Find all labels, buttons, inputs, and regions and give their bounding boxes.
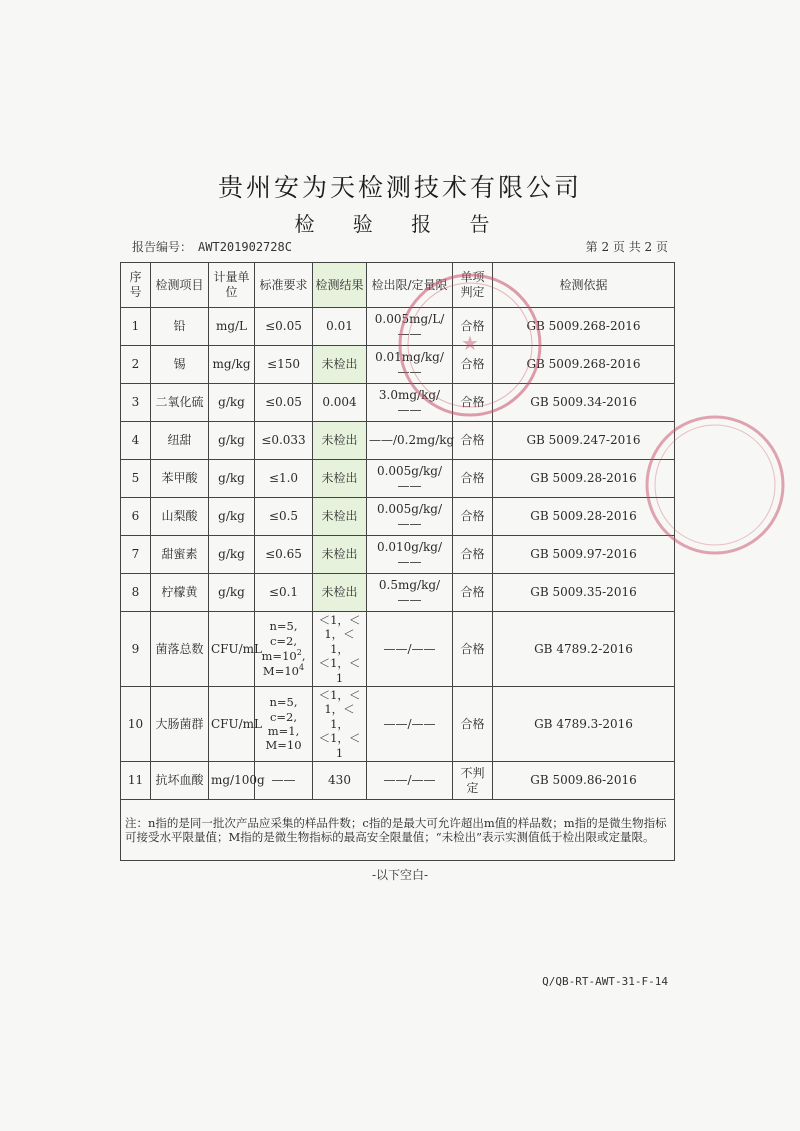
cell-no: 1	[121, 308, 151, 346]
cell-judge: 合格	[453, 308, 493, 346]
cell-no: 7	[121, 536, 151, 574]
table-header-row	[121, 263, 675, 308]
table-row	[121, 384, 675, 422]
report-number-label: 报告编号：	[132, 240, 193, 254]
cell-limit: ——/0.2mg/kg	[367, 422, 453, 460]
report-number-value: AWT201902728C	[198, 240, 292, 254]
cell-std: ≤1.0	[255, 460, 313, 498]
cell-item: 大肠菌群	[151, 687, 209, 762]
cell-std: ≤0.033	[255, 422, 313, 460]
cell-no: 8	[121, 574, 151, 612]
col-header-seq: 序 号	[121, 263, 151, 308]
table-row	[121, 346, 675, 384]
cell-limit: ——/——	[367, 612, 453, 687]
svg-text:★: ★	[461, 331, 479, 355]
cell-limit: 0.005mg/L/——	[367, 308, 453, 346]
cell-no: 2	[121, 346, 151, 384]
cell-judge: 合格	[453, 498, 493, 536]
cell-std: ≤0.65	[255, 536, 313, 574]
col-header-result: 检测结果	[313, 263, 367, 308]
cell-item: 二氧化硫	[151, 384, 209, 422]
cell-item: 甜蜜素	[151, 536, 209, 574]
cell-unit: CFU/mL	[209, 612, 255, 687]
cell-std: ——	[255, 762, 313, 800]
cell-unit: CFU/mL	[209, 687, 255, 762]
cell-judge: 合格	[453, 687, 493, 762]
col-header-unit: 计量单 位	[209, 263, 255, 308]
cell-limit: 3.0mg/kg/——	[367, 384, 453, 422]
cell-basis: GB 5009.268-2016	[493, 308, 675, 346]
cell-judge: 合格	[453, 346, 493, 384]
cell-unit: g/kg	[209, 422, 255, 460]
cell-basis: GB 5009.28-2016	[493, 498, 675, 536]
cell-result: ＜1，＜ 1，＜1， ＜1，＜1	[313, 612, 367, 687]
cell-limit: 0.01mg/kg/——	[367, 346, 453, 384]
cell-result: 0.01	[313, 308, 367, 346]
col-header-std: 标准要求	[255, 263, 313, 308]
cell-std: ≤0.05	[255, 384, 313, 422]
cell-unit: mg/100g	[209, 762, 255, 800]
col-header-limit: 检出限/定量限	[367, 263, 453, 308]
company-name: 贵州安为天检测技术有限公司	[217, 173, 582, 202]
note-row	[121, 800, 675, 861]
table-row	[121, 498, 675, 536]
cell-basis: GB 4789.2-2016	[493, 612, 675, 687]
cell-no: 6	[121, 498, 151, 536]
table-row	[121, 536, 675, 574]
table-row	[121, 762, 675, 800]
cell-limit: ——/——	[367, 687, 453, 762]
cell-std: ≤0.05	[255, 308, 313, 346]
cell-judge: 合格	[453, 612, 493, 687]
cell-unit: g/kg	[209, 498, 255, 536]
cell-no: 11	[121, 762, 151, 800]
cell-result: ＜1，＜ 1，＜1， ＜1，＜1	[313, 687, 367, 762]
col-header-item: 检测项目	[151, 263, 209, 308]
form-code: Q/QB-RT-AWT-31-F-14	[542, 975, 668, 988]
cell-unit: g/kg	[209, 384, 255, 422]
table-row	[121, 574, 675, 612]
cell-item: 铅	[151, 308, 209, 346]
cell-item: 柠檬黄	[151, 574, 209, 612]
cell-no: 4	[121, 422, 151, 460]
cell-result: 未检出	[313, 460, 367, 498]
cell-judge: 合格	[453, 422, 493, 460]
cell-unit: g/kg	[209, 574, 255, 612]
cell-unit: mg/kg	[209, 346, 255, 384]
cell-std: n=5, c=2, m=1, M=10	[255, 687, 313, 762]
table-row	[121, 687, 675, 762]
table-row	[121, 308, 675, 346]
cell-result: 未检出	[313, 422, 367, 460]
cell-basis: GB 5009.34-2016	[493, 384, 675, 422]
cell-item: 苯甲酸	[151, 460, 209, 498]
cell-unit: g/kg	[209, 536, 255, 574]
cell-unit: mg/L	[209, 308, 255, 346]
cell-basis: GB 5009.35-2016	[493, 574, 675, 612]
cell-result: 未检出	[313, 536, 367, 574]
cell-no: 9	[121, 612, 151, 687]
table-row	[121, 422, 675, 460]
cell-judge: 合格	[453, 536, 493, 574]
cell-judge: 合格	[453, 460, 493, 498]
cell-no: 10	[121, 687, 151, 762]
cell-limit: 0.005g/kg/——	[367, 460, 453, 498]
cell-item: 纽甜	[151, 422, 209, 460]
cell-basis: GB 5009.247-2016	[493, 422, 675, 460]
cell-limit: 0.010g/kg/——	[367, 536, 453, 574]
cell-limit: 0.005g/kg/——	[367, 498, 453, 536]
cell-std: ≤0.5	[255, 498, 313, 536]
cell-std: ≤150	[255, 346, 313, 384]
results-table	[120, 262, 675, 861]
cell-unit: g/kg	[209, 460, 255, 498]
col-header-judge: 单项 判定	[453, 263, 493, 308]
cell-basis: GB 5009.268-2016	[493, 346, 675, 384]
col-header-basis: 检测依据	[493, 263, 675, 308]
cell-result: 未检出	[313, 346, 367, 384]
page-info: 第 2 页 共 2 页	[585, 240, 668, 254]
cell-limit: 0.5mg/kg/——	[367, 574, 453, 612]
cell-item: 锡	[151, 346, 209, 384]
table-row	[121, 612, 675, 687]
table-note: 注：n指的是同一批次产品应采集的样品件数；c指的是最大可允许超出m值的样品数；m指的是微生物指标可接受水平限量值；M指的是微生物指标的最高安全限量值；“未检出”表示实测值低于检出限或定量限。	[121, 800, 675, 861]
cell-judge: 合格	[453, 384, 493, 422]
cell-basis: GB 5009.86-2016	[493, 762, 675, 800]
cell-item: 菌落总数	[151, 612, 209, 687]
cell-judge: 合格	[453, 574, 493, 612]
cell-std: ≤0.1	[255, 574, 313, 612]
cell-judge: 不判定	[453, 762, 493, 800]
cell-result: 未检出	[313, 498, 367, 536]
cell-no: 3	[121, 384, 151, 422]
cell-std: n=5, c=2, $m=10^2$, $M=10^4$	[255, 612, 313, 687]
cell-item: 抗坏血酸	[151, 762, 209, 800]
cell-limit: ——/——	[367, 762, 453, 800]
cell-result: 430	[313, 762, 367, 800]
cell-item: 山梨酸	[151, 498, 209, 536]
cell-no: 5	[121, 460, 151, 498]
table-row	[121, 460, 675, 498]
cell-basis: GB 4789.3-2016	[493, 687, 675, 762]
cell-result: 未检出	[313, 574, 367, 612]
report-title: 检 验 报 告	[294, 212, 506, 236]
blank-below-marker: -以下空白-	[371, 868, 429, 882]
cell-result: 0.004	[313, 384, 367, 422]
cell-basis: GB 5009.28-2016	[493, 460, 675, 498]
cell-basis: GB 5009.97-2016	[493, 536, 675, 574]
report-number	[132, 238, 292, 255]
